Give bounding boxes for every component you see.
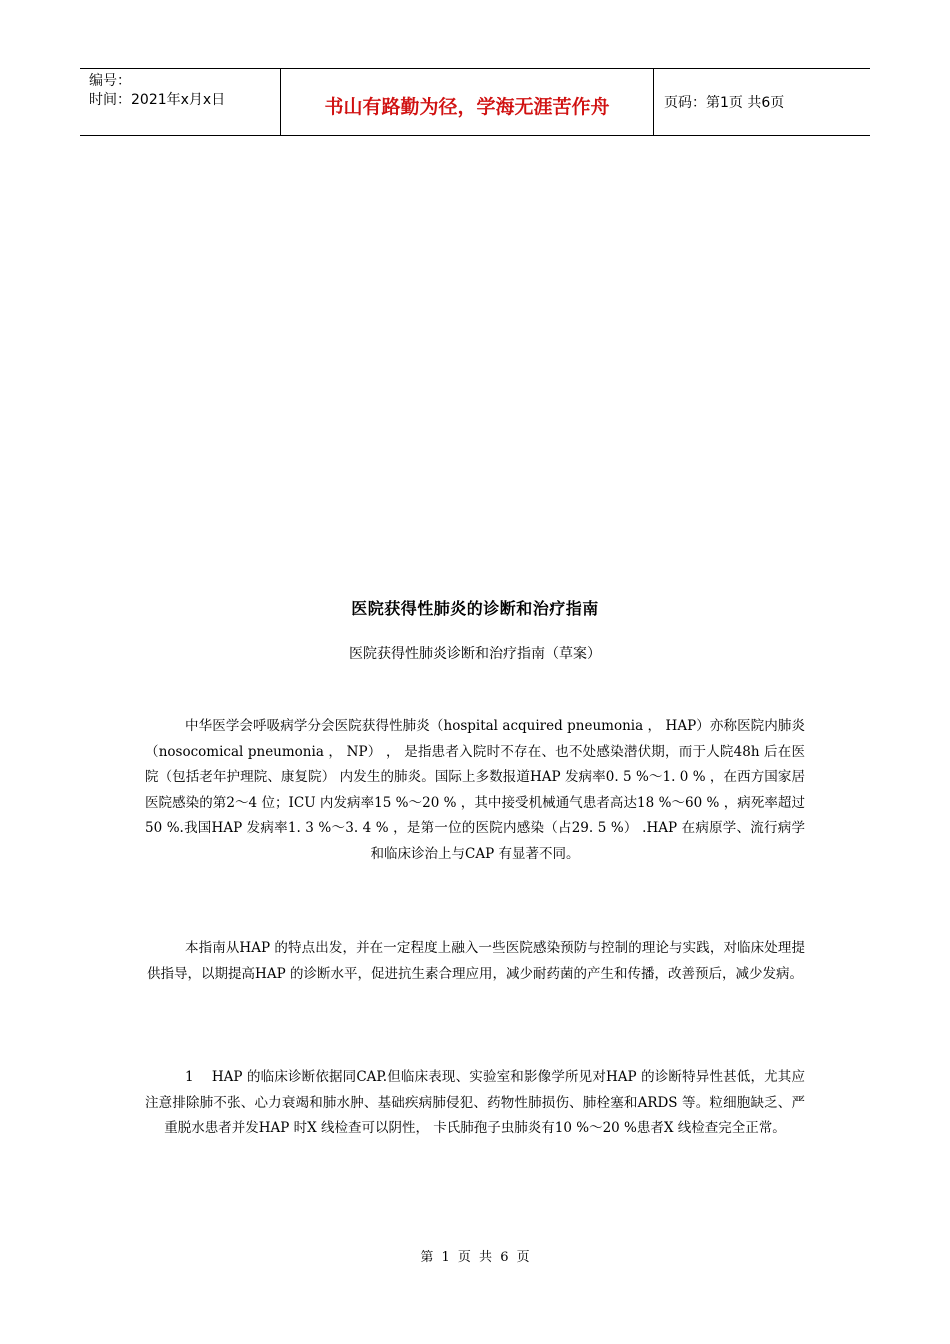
paragraph-introduction: 中华医学会呼吸病学分会医院获得性肺炎（hospital acquired pneumonia ， HAP）亦称医院内肺炎（nosocomical pneumonia ， NP） ， 是指患者入院时不存在、也不处感染潜伏期，而于人院48h 后在医院（包括老年护理院、康复院） 内发生的肺炎。国际上多数报道HAP 发病率0. 5 %～1. 0 % ，在西方国家居医院感染的第2～4 位；ICU 内发病率15 %～20 % ，其中接受机械通气患者高达18 %～60 % ，病死率超过50 %.我国HAP 发病率1. 3 %～3. 4 % ，是第一位的医院内感染（占29. 5 %） .HAP 在病原学、流行病学和临床诊治上与CAP 有显著不同。 <box>145 718 805 862</box>
header-motto: 书山有路勤为径，学海无涯苦作舟 <box>281 69 654 135</box>
paragraph-purpose: 本指南从HAP 的特点出发，并在一定程度上融入一些医院感染预防与控制的理论与实践，对临床处理提供指导，以期提高HAP 的诊断水平，促进抗生素合理应用，减少耐药菌的产生和传播，改善预后，减少发病。 <box>147 940 805 982</box>
document-subtitle: 医院获得性肺炎诊断和治疗指南（草案） <box>349 646 601 662</box>
document-header <box>80 68 870 136</box>
page-footer: 第 1 页 共 6 页 <box>420 1250 530 1265</box>
header-meta <box>80 69 281 135</box>
document-time-label: 时间：2021年x月x日 <box>89 92 226 108</box>
header-page-info: 页码：第1页 共6页 <box>664 95 785 111</box>
document-title: 医院获得性肺炎的诊断和治疗指南 <box>351 599 599 618</box>
document-number-label: 编号： <box>89 73 131 89</box>
paragraph-diagnosis: 1 HAP 的临床诊断依据同CAP.但临床表现、实验室和影像学所见对HAP 的诊断特异性甚低，尤其应注意排除肺不张、心力衰竭和肺水肿、基础疾病肺侵犯、药物性肺损伤、肺栓塞和ARDS 等。粒细胞缺乏、严重脱水患者并发HAP 时X 线检查可以阴性， 卡氏肺孢子虫肺炎有10 %～20 %患者X 线检查完全正常。 <box>145 1069 805 1136</box>
